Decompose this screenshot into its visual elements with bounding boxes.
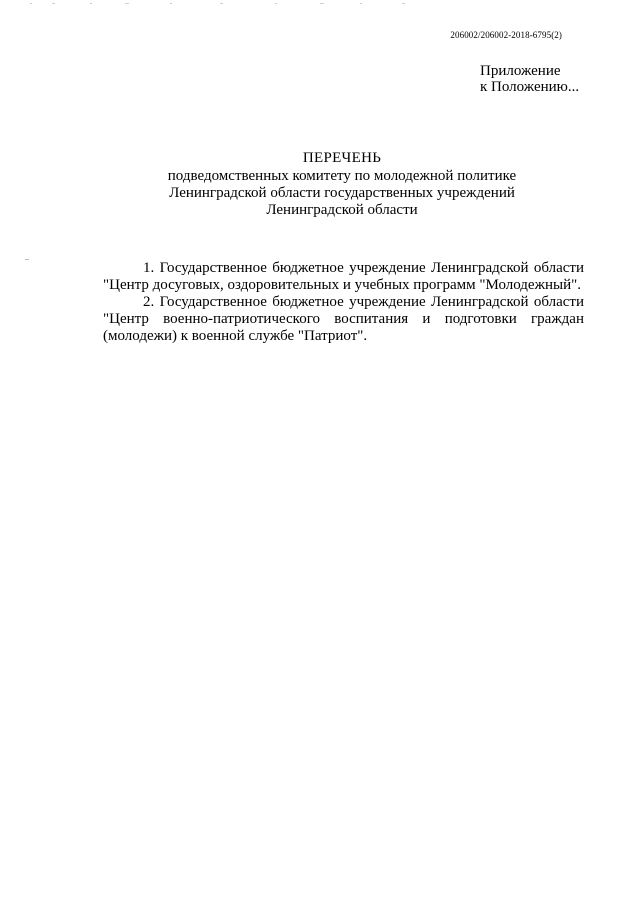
document-number: 206002/206002-2018-6795(2) [450, 30, 562, 40]
document-title [100, 150, 584, 219]
title-line-1: подведомственных комитету по молодежной политике [167, 168, 517, 184]
institution-list [103, 260, 584, 345]
margin-mark [25, 259, 29, 260]
appendix-line-2: к Положению... [480, 79, 580, 95]
title-heading: ПЕРЕЧЕНЬ [302, 150, 382, 166]
appendix-line-1: Приложение [480, 63, 561, 79]
list-item: 2. Государственное бюджетное учреждение Ленинградской области "Центр военно-патриотического воспитания и подготовки граждан (молодежи) к военной службе "Патриот". [103, 294, 584, 344]
list-item: 1. Государственное бюджетное учреждение Ленинградской области "Центр досуговых, оздоровительных и учебных программ "Молодежный". [103, 260, 584, 293]
scan-artifact-marks [30, 0, 430, 6]
title-line-3: Ленинградской области [266, 202, 418, 218]
title-line-2: Ленинградской области государственных учреждений [169, 185, 515, 201]
appendix-note [480, 63, 579, 95]
